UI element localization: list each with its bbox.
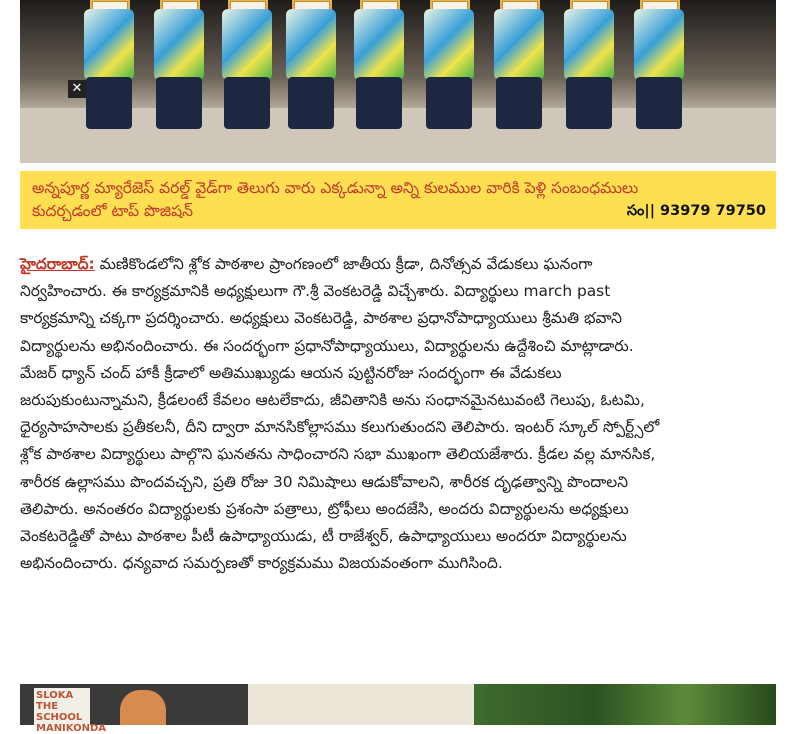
school-sign: SLOKA THE SCHOOL MANIKONDA <box>36 690 106 734</box>
article-line: వెంకటరెడ్డితో పాటు పాఠశాల పీటీ ఉపాధ్యాయుడు, టీ రాజేశ్వర్, ఉపాధ్యాయులు అందరూ విద్యార్థులను <box>20 527 627 546</box>
article-line: కార్యక్రమాన్ని చక్కగా ప్రదర్శించారు. అధ్యక్షులు వెంకటరెడ్డి, పాఠశాల ప్రధానోపాధ్యాయులు శ్రీమతి భవాని <box>20 309 622 328</box>
student-figure <box>218 0 276 149</box>
student-figure <box>350 0 408 149</box>
article-body <box>20 251 790 577</box>
article-line: శారీరక ఉల్లాసము పొందవచ్చని, ప్రతి రోజు 30 నిమిషాలు ఆడుకోవాలని, శారీరక దృఢత్వాన్ని పొందాలని <box>20 472 629 491</box>
article-line: జరుపుకుంటున్నామని, క్రీడలంటే కేవలం ఆటలేకాదు, జీవితానికి అను సంధానమైనటువంటి గెలుపు, ఓటమి, <box>20 391 645 410</box>
student-figure <box>420 0 478 149</box>
student-figure <box>630 0 688 149</box>
student-figure <box>560 0 618 149</box>
article-line: తెలిపారు. అనంతరం విద్యార్థులకు ప్రశంసా పత్రాలు, ట్రోఫీలు అందజేసి, అందరు విద్యార్థులను అధ్యక్షులు <box>20 499 629 518</box>
ad-line-1: అన్నపూర్ణ మ్యారేజెస్ వరల్డ్ వైడ్‌గా తెలుగు వారు ఎక్కడున్నా అన్ని కులముల వారికి పెళ్లి సంబంధములు <box>32 179 639 197</box>
student-figure <box>150 0 208 149</box>
photo-trees-section <box>474 684 776 725</box>
student-figure <box>282 0 340 149</box>
ad-phone-number: సం|| 93979 79750 <box>626 203 766 219</box>
ad-line-2-row <box>32 200 766 223</box>
event-photo <box>20 684 776 734</box>
article-paragraph <box>20 251 790 577</box>
student-figure <box>490 0 548 149</box>
photo-wall-section <box>248 684 474 725</box>
article-line: విద్యార్థులను అభినందించారు. ఈ సందర్భంగా ప్రధానోపాధ్యాయులు, విద్యార్థులను ఉద్దేశించి మాట్లాడారు. <box>20 336 634 355</box>
article-line: అభినందించారు. ధన్యవాద సమర్పణతో కార్యక్రమము విజయవంతంగా ముగిసింది. <box>20 554 503 573</box>
article-line: ధైర్యసాహసాలకు ప్రతీకలనీ, దీని ద్వారా మానసికోల్లాసము కలుగుతుందని తెలిపారు. ఇంటర్ స్కూల్ స్పోర్ట్స్‌లో <box>20 418 660 437</box>
person-figure <box>120 690 166 725</box>
ad-line-2: కుదర్చడంలో టాప్ పొజిషన్ <box>32 202 193 220</box>
students-photo <box>20 0 776 163</box>
student-figure <box>80 0 138 149</box>
close-icon[interactable]: ✕ <box>68 80 86 98</box>
dateline-place: హైదరాబాద్: <box>20 255 95 273</box>
article-line: హైదరాబాద్: మణికొండలోని శ్లోక పాఠశాల ప్రాంగణంలో జాతీయ క్రీడా, దినోత్సవ వేడుకలు ఘనంగా <box>20 255 593 273</box>
article-line: మేజర్ ధ్యాన్ చంద్ హాకీ క్రీడాలో అతిముఖ్యుడు ఆయన పుట్టినరోజు సందర్భంగా ఈ వేడుకలు <box>20 363 562 382</box>
article-line: శ్లోక పాఠశాల విద్యార్థులు పాల్గొని ఘనతను సాధించారని సభా ముఖంగా తెలియజేశారు. క్రీడల వల్ల మానసిక, <box>20 445 656 464</box>
matrimony-ad-banner[interactable] <box>20 171 776 229</box>
photo-stage-section <box>20 684 248 734</box>
article-line: నిర్వహించారు. ఈ కార్యక్రమానికి అధ్యక్షులుగా గౌ.శ్రీ వెంకటరెడ్డి విచ్చేశారు. విద్యార్థులు march past <box>20 282 611 301</box>
